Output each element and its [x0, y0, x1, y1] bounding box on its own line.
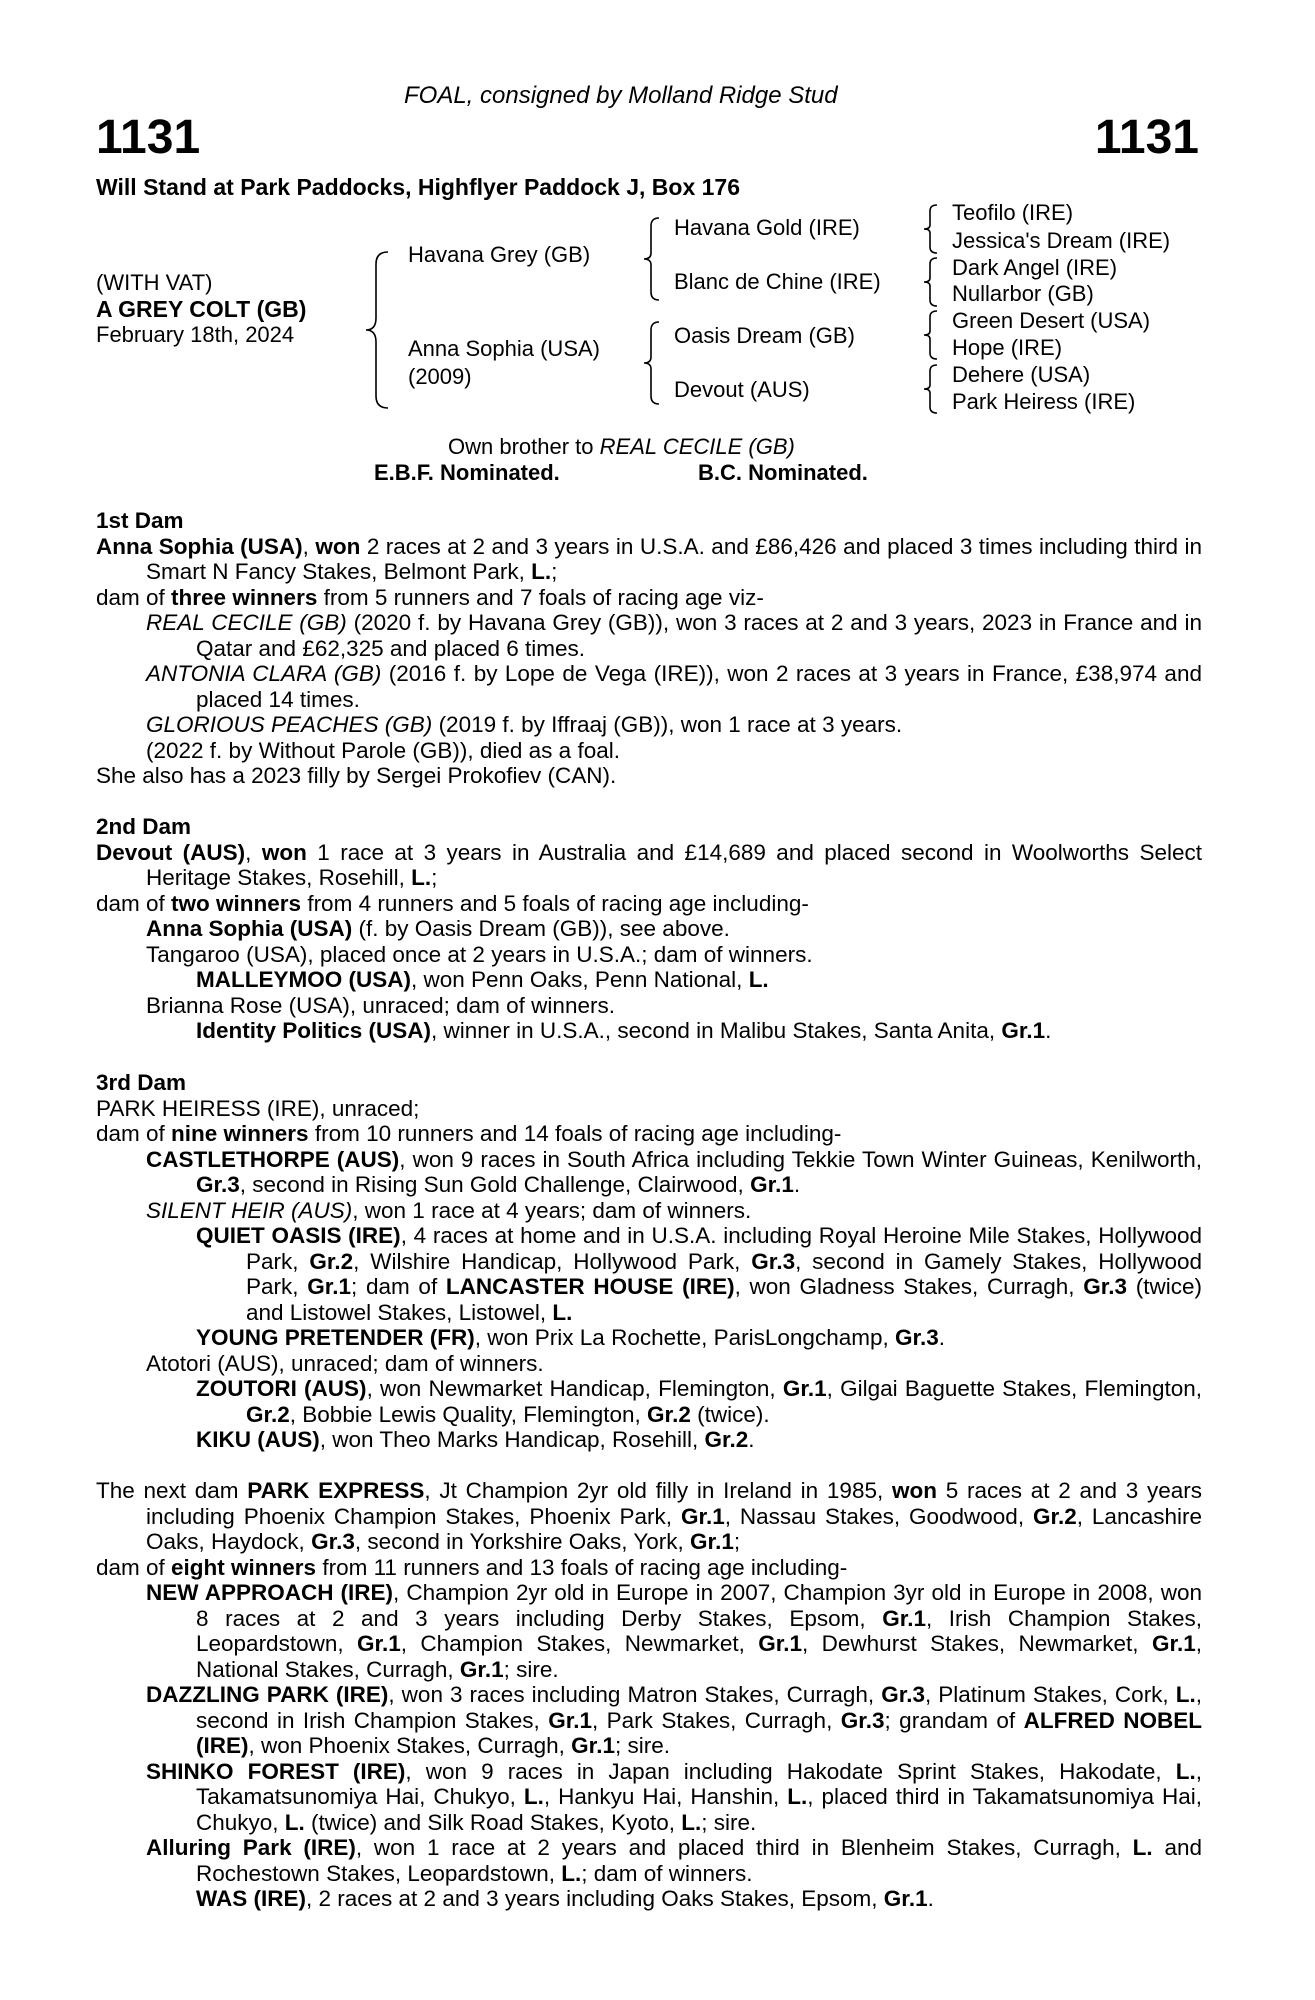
grandsire-8: Park Heiress (IRE) — [952, 389, 1136, 414]
first-dam-heading: 1st Dam — [96, 508, 184, 533]
sire-dam: Blanc de Chine (IRE) — [674, 269, 881, 294]
pedigree-brace-g1 — [922, 203, 940, 255]
grandsire-2: Jessica's Dream (IRE) — [952, 228, 1171, 253]
produce-item: YOUNG PRETENDER (FR), won Prix La Rochette, ParisLongchamp, Gr.3. — [196, 1325, 946, 1350]
own-brother-note: Own brother to REAL CECILE (GB) — [448, 434, 795, 459]
vat-note: (WITH VAT) — [96, 270, 213, 295]
produce-item: ANTONIA CLARA (GB) (2016 f. by Lope de Vega (IRE)), won 2 races at 3 years in France, £38,974 and placed 14 times. — [146, 661, 1202, 712]
first-dam-record: Anna Sophia (USA), won 2 races at 2 and 3 years in U.S.A. and £86,426 and placed 3 times including third in Smart N Fancy Stakes, Belmont Park, L.; — [96, 533, 1203, 584]
sire-sire: Havana Gold (IRE) — [674, 215, 860, 240]
produce-item: Tangaroo (USA), placed once at 2 years in U.S.A.; dam of winners. — [146, 941, 813, 967]
grandsire-5: Green Desert (USA) — [952, 308, 1151, 333]
produce-item: Identity Politics (USA), winner in U.S.A., second in Malibu Stakes, Santa Anita, Gr.1. — [196, 1018, 1052, 1043]
produce-item: QUIET OASIS (IRE), 4 races at home and in U.S.A. including Royal Heroine Mile Stakes, Hollywood Park, Gr.2, Wilshire Handicap, Hollywood Park, Gr.3, second in Gamely Stakes, Hollywood Park, Gr.1; dam of LANCASTER HOUSE (IRE), won Gladness Stakes, Curragh, Gr.3 (twice) and Listowel Stakes, Listowel, L. — [196, 1223, 1203, 1325]
lot-number-right: 1131 — [1094, 111, 1199, 164]
next-dam-record: The next dam PARK EXPRESS, Jt Champion 2yr old filly in Ireland in 1985, won 5 races at 2 and 3 years including Phoenix Champion Stakes, Phoenix Park, Gr.1, Nassau Stakes, Goodwood, Gr.2, Lancashire Oaks, Haydock, Gr.3, second in Yorkshire Oaks, York, Gr.1; — [96, 1478, 1202, 1554]
grandsire-7: Dehere (USA) — [952, 362, 1091, 387]
third-dam-heading: 3rd Dam — [96, 1070, 187, 1095]
third-dam-section — [96, 1070, 1202, 1453]
produce-item: (2022 f. by Without Parole (GB)), died as a foal. — [146, 737, 620, 763]
produce-item: REAL CECILE (GB) (2020 f. by Havana Grey (GB)), won 3 races at 2 and 3 years, 2023 in France and in Qatar and £62,325 and placed 6 times. — [146, 610, 1202, 661]
produce-item: NEW APPROACH (IRE), Champion 2yr old in Europe in 2007, Champion 3yr old in Europe in 2008, won 8 races at 2 and 3 years including Derby Stakes, Epsom, Gr.1, Irish Champion Stakes, Leopardstown, Gr.1, Champion Stakes, Newmarket, Gr.1, Dewhurst Stakes, Newmarket, Gr.1, National Stakes, Curragh, Gr.1; sire. — [146, 1580, 1202, 1682]
stand-location: Will Stand at Park Paddocks, Highflyer Paddock J, Box 176 — [96, 174, 740, 200]
produce-item: DAZZLING PARK (IRE), won 3 races including Matron Stakes, Curragh, Gr.3, Platinum Stakes, Cork, L., second in Irish Champion Stakes, Gr.1, Park Stakes, Curragh, Gr.3; grandam of ALFRED NOBEL (IRE), won Phoenix Stakes, Curragh, Gr.1; sire. — [146, 1682, 1202, 1758]
pedigree-brace-main — [364, 250, 392, 410]
first-dam-produce-summary: dam of three winners from 5 runners and 7 foals of racing age viz- — [96, 584, 764, 610]
produce-item: WAS (IRE), 2 races at 2 and 3 years including Oaks Stakes, Epsom, Gr.1. — [196, 1886, 934, 1911]
grandsire-4: Nullarbor (GB) — [952, 281, 1094, 306]
next-dam-section — [96, 1478, 1202, 1912]
produce-item: Brianna Rose (USA), unraced; dam of winners. — [146, 992, 615, 1018]
own-brother-name: REAL CECILE (GB) — [599, 434, 795, 459]
next-dam-produce-summary: dam of eight winners from 11 runners and 13 foals of racing age including- — [96, 1554, 848, 1580]
pedigree-brace-g3 — [922, 309, 940, 361]
grandsire-1: Teofilo (IRE) — [952, 200, 1074, 225]
produce-item: Alluring Park (IRE), won 1 race at 2 years and placed third in Blenheim Stakes, Curragh, L. and Rochestown Stakes, Leopardstown, L.; dam of winners. — [146, 1835, 1202, 1886]
produce-item: SILENT HEIR (AUS), won 1 race at 4 years; dam of winners. — [146, 1197, 752, 1223]
horse-name: A GREY COLT (GB) — [96, 296, 307, 322]
produce-item: Atotori (AUS), unraced; dam of winners. — [146, 1350, 544, 1376]
third-dam-produce-summary: dam of nine winners from 10 runners and 14 foals of racing age including- — [96, 1121, 842, 1146]
dam: Anna Sophia (USA) — [408, 336, 600, 361]
first-dam-also-note: She also has a 2023 filly by Sergei Prokofiev (CAN). — [96, 763, 617, 788]
produce-item: GLORIOUS PEACHES (GB) (2019 f. by Iffraaj (GB)), won 1 race at 3 years. — [146, 712, 903, 737]
foaling-date: February 18th, 2024 — [96, 322, 295, 347]
produce-item: CASTLETHORPE (AUS), won 9 races in South Africa including Tekkie Town Winter Guineas, Kenilworth, Gr.3, second in Rising Sun Gold Challenge, Clairwood, Gr.1. — [146, 1146, 1202, 1197]
dam-sire: Oasis Dream (GB) — [674, 323, 855, 348]
produce-item: SHINKO FOREST (IRE), won 9 races in Japan including Hakodate Sprint Stakes, Hakodate, L., Takamatsunomiya Hai, Chukyo, L., Hankyu Hai, Hanshin, L., placed third in Takamatsunomiya Hai, Chukyo, L. (twice) and Silk Road Stakes, Kyoto, L.; sire. — [146, 1758, 1202, 1835]
dam-foaled-year: (2009) — [408, 364, 472, 389]
first-dam-section — [96, 508, 1202, 789]
grandsire-6: Hope (IRE) — [952, 335, 1063, 360]
lot-number-left: 1131 — [96, 111, 201, 164]
pedigree-brace-g4 — [922, 363, 940, 415]
produce-item: KIKU (AUS), won Theo Marks Handicap, Rosehill, Gr.2. — [196, 1427, 755, 1452]
produce-item: Anna Sophia (USA) (f. by Oasis Dream (GB)), see above. — [146, 916, 730, 941]
grandsire-3: Dark Angel (IRE) — [952, 255, 1118, 280]
dam-dam: Devout (AUS) — [674, 377, 810, 402]
consignor-line: FOAL, consigned by Molland Ridge Stud — [404, 82, 838, 109]
produce-item: MALLEYMOO (USA), won Penn Oaks, Penn National, L. — [196, 967, 769, 992]
sire: Havana Grey (GB) — [408, 242, 591, 267]
second-dam-produce-summary: dam of two winners from 4 runners and 5 foals of racing age including- — [96, 890, 809, 916]
ebf-nominated: E.B.F. Nominated. — [374, 460, 560, 485]
pedigree-brace-dam — [642, 320, 662, 406]
third-dam-name: PARK HEIRESS (IRE), unraced; — [96, 1095, 420, 1121]
second-dam-record: Devout (AUS), won 1 race at 3 years in Australia and £14,689 and placed second in Woolworths Select Heritage Stakes, Rosehill, L.; — [96, 839, 1202, 890]
bc-nominated: B.C. Nominated. — [698, 460, 868, 485]
second-dam-heading: 2nd Dam — [96, 814, 192, 839]
pedigree-brace-g2 — [922, 256, 940, 308]
second-dam-section — [96, 814, 1202, 1044]
produce-item: ZOUTORI (AUS), won Newmarket Handicap, Flemington, Gr.1, Gilgai Baguette Stakes, Flemington, Gr.2, Bobbie Lewis Quality, Flemington, Gr.2 (twice). — [196, 1376, 1203, 1427]
pedigree-brace-sire — [642, 216, 662, 302]
